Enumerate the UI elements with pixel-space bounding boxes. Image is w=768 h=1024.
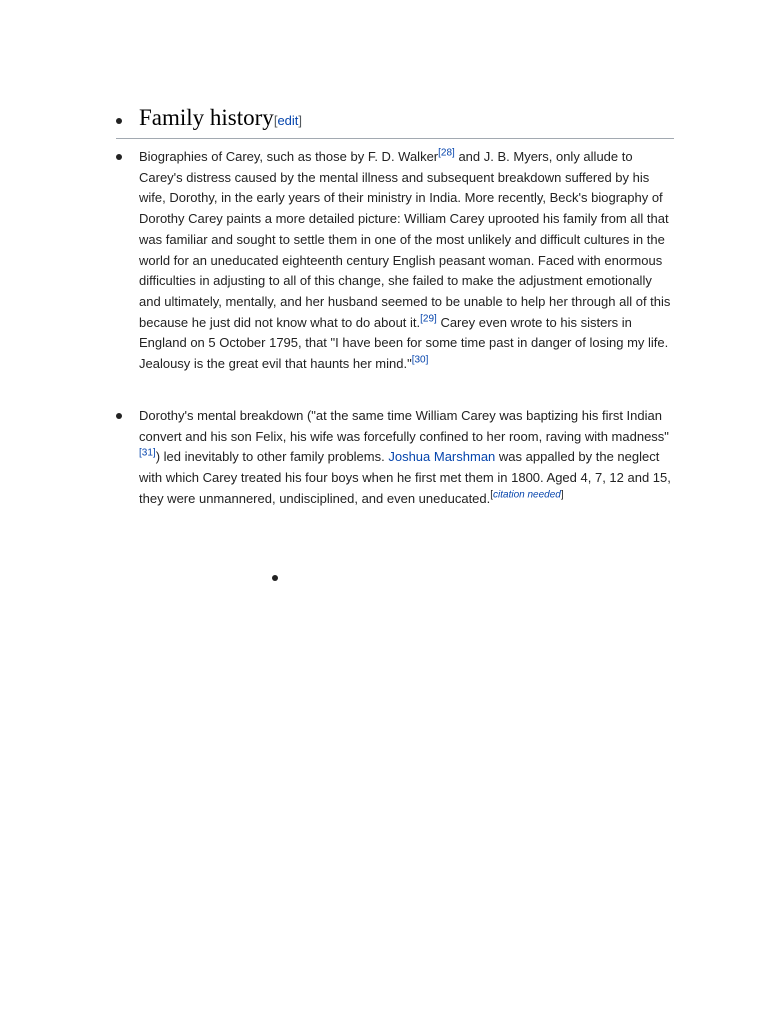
heading-bullet (116, 118, 122, 124)
reference-link[interactable]: [31] (139, 448, 156, 460)
paragraph-text: was appalled by the neglect with which Carey treated his four boys when he first met them in 1800. Aged 4, 7, 12 and 15, they were unmannered, undisciplined, and even uneducated. (139, 449, 671, 506)
edit-link[interactable]: edit (277, 113, 299, 128)
paragraph-text: ) led inevitably to other family problems. (155, 449, 389, 465)
edit-open-bracket: [ (273, 113, 278, 128)
citation-open-bracket: [ (490, 489, 494, 501)
paragraph-bullet (116, 413, 122, 419)
section-title: Family history (139, 105, 274, 130)
edit-close-bracket: ] (298, 113, 303, 128)
reference-link[interactable]: [30] (411, 354, 429, 366)
paragraph-text: Biographies of Carey, such as those by F. D. Walker (139, 149, 439, 164)
section-heading (116, 103, 674, 139)
reference-link[interactable]: [29] (420, 313, 437, 325)
joshua-marshman-link[interactable]: Joshua Marshman (388, 449, 496, 465)
citation-needed-link[interactable]: citation needed (493, 489, 561, 501)
reference-link[interactable]: [28] (438, 147, 455, 159)
paragraph-bullet (116, 154, 122, 160)
empty-list-bullet (272, 575, 278, 581)
citation-close-bracket: ] (560, 489, 564, 501)
paragraph-mental-breakdown (139, 406, 675, 510)
heading-divider (116, 138, 674, 139)
paragraph-family-distress (139, 147, 675, 375)
paragraph-text: Carey even wrote to his sisters in England on 5 October 1795, that "I have been for some time past in danger of losing my life. Jealousy is the great evil that haunts her mind." (139, 314, 669, 372)
paragraph-text: and J. B. Myers, only allude to Carey's distress caused by the mental illness and subsequent breakdown suffered by his wife, Dorothy, in the early years of their ministry in India. More recently, Beck's biography of Dorothy Carey paints a more detailed picture: William Carey uprooted his family from all that was familiar and sought to settle them in one of the most unlikely and difficult cultures in the world for an uneducated eighteenth century English peasant woman. Faced with enormous difficulties in adjusting to all of this change, she failed to make the adjustment emotionally and ultimately, mentally, and her husband seemed to be unable to help her through all of this because he just did not know what to do about it. (139, 149, 671, 330)
paragraph-text: Dorothy's mental breakdown ("at the same time William Carey was baptizing his first Indian convert and his son Felix, his wife was forcefully confined to her room, raving with madness" (139, 408, 669, 444)
